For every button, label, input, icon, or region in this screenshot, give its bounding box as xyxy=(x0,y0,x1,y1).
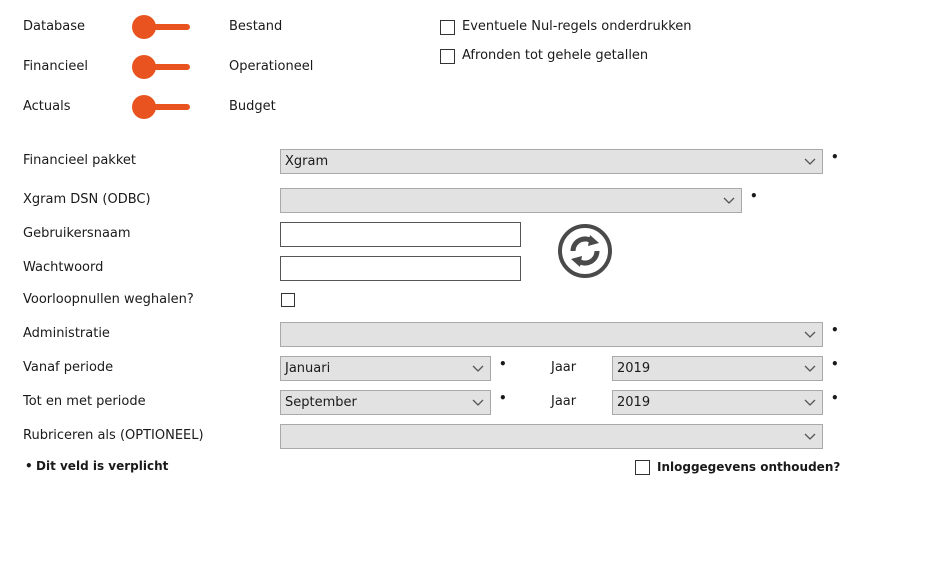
to-period-select[interactable] xyxy=(280,390,491,415)
package-value: Xgram xyxy=(285,154,329,169)
refresh-icon[interactable] xyxy=(557,223,613,279)
leading-zeros-checkbox[interactable] xyxy=(281,293,295,307)
from-period-select[interactable] xyxy=(280,356,491,381)
to-period-value: September xyxy=(285,395,357,410)
actuals-budget-toggle[interactable] xyxy=(130,95,192,119)
to-year-select[interactable] xyxy=(612,390,823,415)
chevron-down-icon xyxy=(472,396,484,408)
password-input[interactable] xyxy=(280,256,521,281)
suppress-zero-checkbox[interactable] xyxy=(440,20,455,35)
to-period-label: Tot en met periode xyxy=(23,394,146,409)
chevron-down-icon xyxy=(804,155,816,167)
leading-zeros-label: Voorloopnullen weghalen? xyxy=(23,292,194,307)
required-marker: • xyxy=(831,150,839,164)
required-marker: • xyxy=(831,357,839,371)
required-marker: • xyxy=(750,189,758,203)
from-period-label: Vanaf periode xyxy=(23,360,114,375)
chevron-down-icon xyxy=(472,362,484,374)
package-select[interactable] xyxy=(280,149,823,174)
toggle-right-label-budget: Budget xyxy=(229,99,276,114)
required-marker: • xyxy=(499,391,507,405)
chevron-down-icon xyxy=(804,362,816,374)
to-year-value: 2019 xyxy=(617,395,651,410)
classify-select[interactable] xyxy=(280,424,823,449)
administration-label: Administratie xyxy=(23,326,110,341)
financieel-operationeel-toggle[interactable] xyxy=(130,55,192,79)
toggle-right-label-operationeel: Operationeel xyxy=(229,59,314,74)
password-label: Wachtwoord xyxy=(23,260,104,275)
required-marker: • xyxy=(499,357,507,371)
from-period-value: Januari xyxy=(285,361,331,376)
chevron-down-icon xyxy=(804,430,816,442)
dsn-label: Xgram DSN (ODBC) xyxy=(23,192,151,207)
round-integers-checkbox[interactable] xyxy=(440,49,455,64)
chevron-down-icon xyxy=(804,328,816,340)
toggle-left-label-database: Database xyxy=(23,19,86,34)
to-year-label: Jaar xyxy=(551,394,577,409)
classify-label: Rubriceren als (OPTIONEEL) xyxy=(23,428,204,443)
round-integers-label: Afronden tot gehele getallen xyxy=(462,48,649,63)
administration-select[interactable] xyxy=(280,322,823,347)
remember-login-label: Inloggegevens onthouden? xyxy=(657,460,841,474)
package-label: Financieel pakket xyxy=(23,153,136,168)
required-note: Dit veld is verplicht xyxy=(36,459,169,473)
from-year-label: Jaar xyxy=(551,360,577,375)
username-label: Gebruikersnaam xyxy=(23,226,131,241)
toggle-right-label-bestand: Bestand xyxy=(229,19,283,34)
required-marker: • xyxy=(831,391,839,405)
required-marker: • xyxy=(831,323,839,337)
dsn-select[interactable] xyxy=(280,188,742,213)
suppress-zero-label: Eventuele Nul-regels onderdrukken xyxy=(462,19,692,34)
remember-login-checkbox[interactable] xyxy=(635,460,650,475)
username-input[interactable] xyxy=(280,222,521,247)
chevron-down-icon xyxy=(723,194,735,206)
chevron-down-icon xyxy=(804,396,816,408)
toggle-left-label-financieel: Financieel xyxy=(23,59,88,74)
database-bestand-toggle[interactable] xyxy=(130,15,192,39)
from-year-value: 2019 xyxy=(617,361,651,376)
required-note-marker: • xyxy=(25,459,33,473)
from-year-select[interactable] xyxy=(612,356,823,381)
toggle-left-label-actuals: Actuals xyxy=(23,99,71,114)
